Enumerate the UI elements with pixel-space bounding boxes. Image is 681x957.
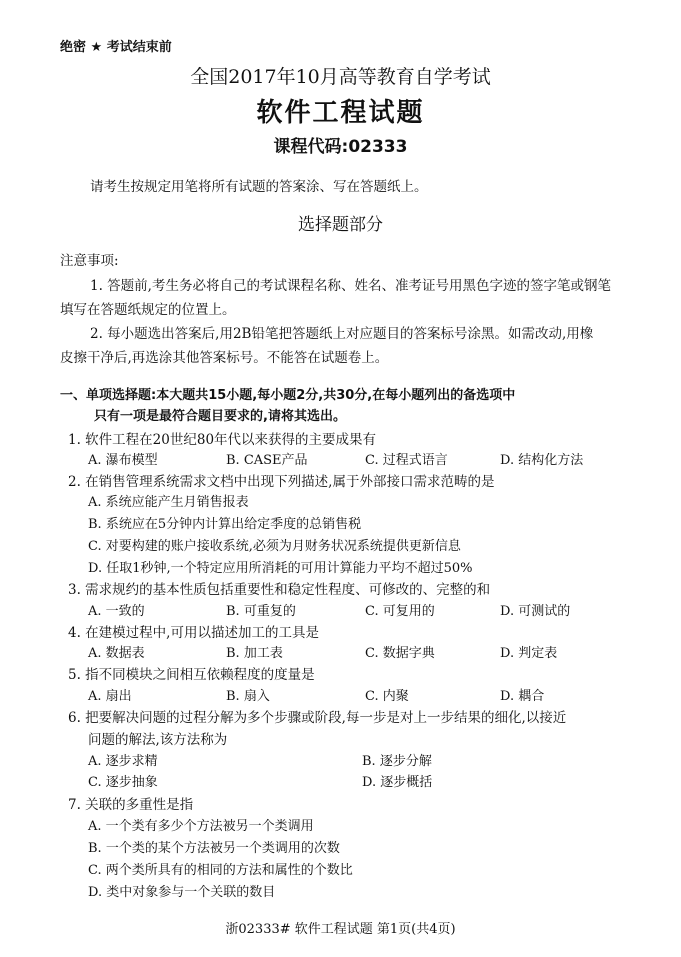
question-2-option-c: C. 对要构建的账户接收系统,必须为月财务状况系统提供更新信息: [88, 539, 461, 554]
question-5-option-d: D. 耦合: [500, 689, 545, 704]
question-7-option-b: B. 一个类的某个方法被另一个类调用的次数: [88, 841, 340, 856]
note-2-line-2: 皮擦干净后,再选涂其他答案标号。不能答在试题卷上。: [60, 350, 389, 366]
question-4-option-d: D. 判定表: [500, 646, 558, 661]
question-3-stem: 3. 需求规约的基本性质包括重要性和稳定性程度、可修改的、完整的和: [68, 582, 491, 598]
course-code: 课程代码:02333: [273, 137, 408, 157]
question-3-option-d: D. 可测试的: [500, 604, 571, 619]
question-7-stem: 7. 关联的多重性是指: [68, 797, 194, 813]
subject-title: 软件工程试题: [256, 98, 425, 128]
question-4-stem: 4. 在建模过程中,可用以描述加工的工具是: [68, 625, 319, 641]
part-1-heading-cont: 只有一项是最符合题目要求的,请将其选出。: [94, 409, 346, 424]
question-6-option-d: D. 逐步概括: [362, 775, 433, 790]
question-7-option-d: D. 类中对象参与一个关联的数目: [88, 885, 276, 900]
question-1-option-a: A. 瀑布模型: [88, 453, 158, 468]
question-1-option-c: C. 过程式语言: [365, 453, 448, 468]
question-6-option-b: B. 逐步分解: [362, 754, 432, 769]
page-footer: 浙02333# 软件工程试题 第1页(共4页): [225, 922, 456, 937]
exam-title: 全国2017年10月高等教育自学考试: [190, 66, 491, 88]
question-2-stem: 2. 在销售管理系统需求文档中出现下列描述,属于外部接口需求范畴的是: [68, 474, 495, 490]
notes-heading: 注意事项:: [60, 253, 119, 269]
question-4-option-a: A. 数据表: [88, 646, 145, 661]
question-4-option-b: B. 加工表: [226, 646, 283, 661]
question-3-option-a: A. 一致的: [88, 604, 145, 619]
question-4-option-c: C. 数据字典: [365, 646, 435, 661]
question-1-option-b: B. CASE产品: [226, 453, 308, 468]
question-3-option-c: C. 可复用的: [365, 604, 435, 619]
question-2-option-d: D. 任取1秒钟,一个特定应用所消耗的可用计算能力平均不超过50%: [88, 561, 473, 576]
question-6-stem: 6. 把要解决问题的过程分解为多个步骤或阶段,每一步是对上一步结果的细化,以接近: [68, 710, 567, 726]
answer-instruction: 请考生按规定用笔将所有试题的答案涂、写在答题纸上。: [90, 179, 428, 195]
question-7-option-a: A. 一个类有多少个方法被另一个类调用: [88, 819, 314, 834]
question-2-option-a: A. 系统应能产生月销售报表: [88, 495, 249, 510]
question-6-option-a: A. 逐步求精: [88, 754, 158, 769]
question-6-option-c: C. 逐步抽象: [88, 775, 158, 790]
note-1-line-1: 1. 答题前,考生务必将自己的考试课程名称、姓名、准考证号用黑色字迹的签字笔或钢笔: [90, 278, 611, 294]
note-2-line-1: 2. 每小题选出答案后,用2B铅笔把答题纸上对应题目的答案标号涂黑。如需改动,用橡: [90, 326, 594, 342]
question-2-option-b: B. 系统应在5分钟内计算出给定季度的总销售税: [88, 517, 362, 532]
note-1-line-2: 填写在答题纸规定的位置上。: [60, 302, 236, 318]
question-5-stem: 5. 指不同模块之间相互依赖程度的度量是: [68, 667, 315, 683]
section-title: 选择题部分: [298, 215, 383, 235]
question-6-stem-cont: 问题的解法,该方法称为: [88, 732, 228, 748]
question-1-stem: 1. 软件工程在20世纪80年代以来获得的主要成果有: [68, 432, 377, 448]
question-1-option-d: D. 结构化方法: [500, 453, 584, 468]
question-3-option-b: B. 可重复的: [226, 604, 296, 619]
question-5-option-b: B. 扇入: [226, 689, 270, 704]
part-1-heading: 一、单项选择题:本大题共15小题,每小题2分,共30分,在每小题列出的备选项中: [60, 388, 516, 403]
question-7-option-c: C. 两个类所具有的相同的方法和属性的个数比: [88, 863, 353, 878]
confidential-label: 绝密 ★ 考试结束前: [60, 40, 172, 55]
question-5-option-a: A. 扇出: [88, 689, 132, 704]
question-5-option-c: C. 内聚: [365, 689, 409, 704]
